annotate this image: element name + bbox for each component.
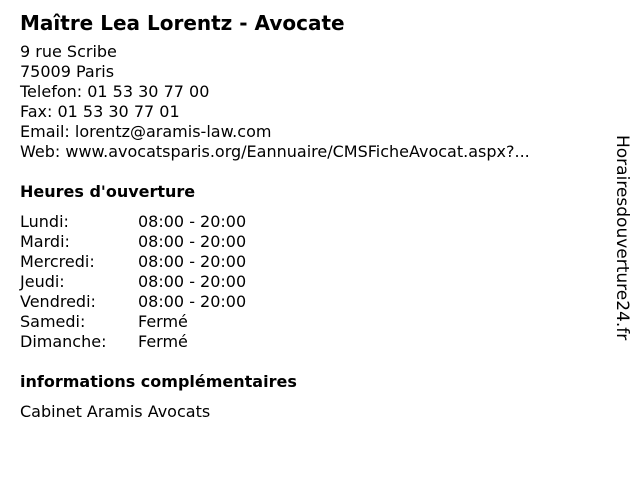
hours-day-label: Mardi: (20, 232, 70, 251)
hours-time-value: 08:00 - 20:00 (138, 232, 247, 251)
address-street: 9 rue Scribe (20, 42, 117, 61)
hours-time-value: 08:00 - 20:00 (138, 272, 247, 291)
hours-day-label: Mercredi: (20, 252, 95, 271)
hours-day-label: Jeudi: (20, 272, 65, 291)
fax-number: Fax: 01 53 30 77 01 (20, 102, 180, 121)
hours-day-label: Dimanche: (20, 332, 107, 351)
phone-number: Telefon: 01 53 30 77 00 (20, 82, 210, 101)
hours-row-tuesday (20, 232, 610, 252)
website-url: Web: www.avocatsparis.org/Eannuaire/CMSFicheAvocat.aspx?... (20, 142, 530, 161)
hours-row-monday (20, 212, 610, 232)
site-watermark: Horairesdouverture24.fr (612, 135, 632, 341)
hours-time-value: Fermé (138, 312, 188, 331)
email-address: Email: lorentz@aramis-law.com (20, 122, 272, 141)
additional-info-heading: informations complémentaires (20, 372, 297, 391)
opening-hours-heading: Heures d'ouverture (20, 182, 196, 201)
hours-row-saturday (20, 312, 610, 332)
additional-info-text: Cabinet Aramis Avocats (20, 402, 211, 421)
address-city: 75009 Paris (20, 62, 115, 81)
hours-time-value: 08:00 - 20:00 (138, 212, 247, 231)
opening-hours-table (20, 212, 610, 352)
listing-card (20, 10, 610, 422)
hours-row-wednesday (20, 252, 610, 272)
hours-time-value: 08:00 - 20:00 (138, 292, 247, 311)
hours-day-label: Samedi: (20, 312, 86, 331)
hours-day-label: Lundi: (20, 212, 69, 231)
hours-row-thursday (20, 272, 610, 292)
address-block (20, 42, 610, 162)
hours-time-value: Fermé (138, 332, 188, 351)
hours-row-friday (20, 292, 610, 312)
hours-day-label: Vendredi: (20, 292, 96, 311)
page-title: Maître Lea Lorentz - Avocate (20, 11, 345, 35)
hours-row-sunday (20, 332, 610, 352)
hours-time-value: 08:00 - 20:00 (138, 252, 247, 271)
